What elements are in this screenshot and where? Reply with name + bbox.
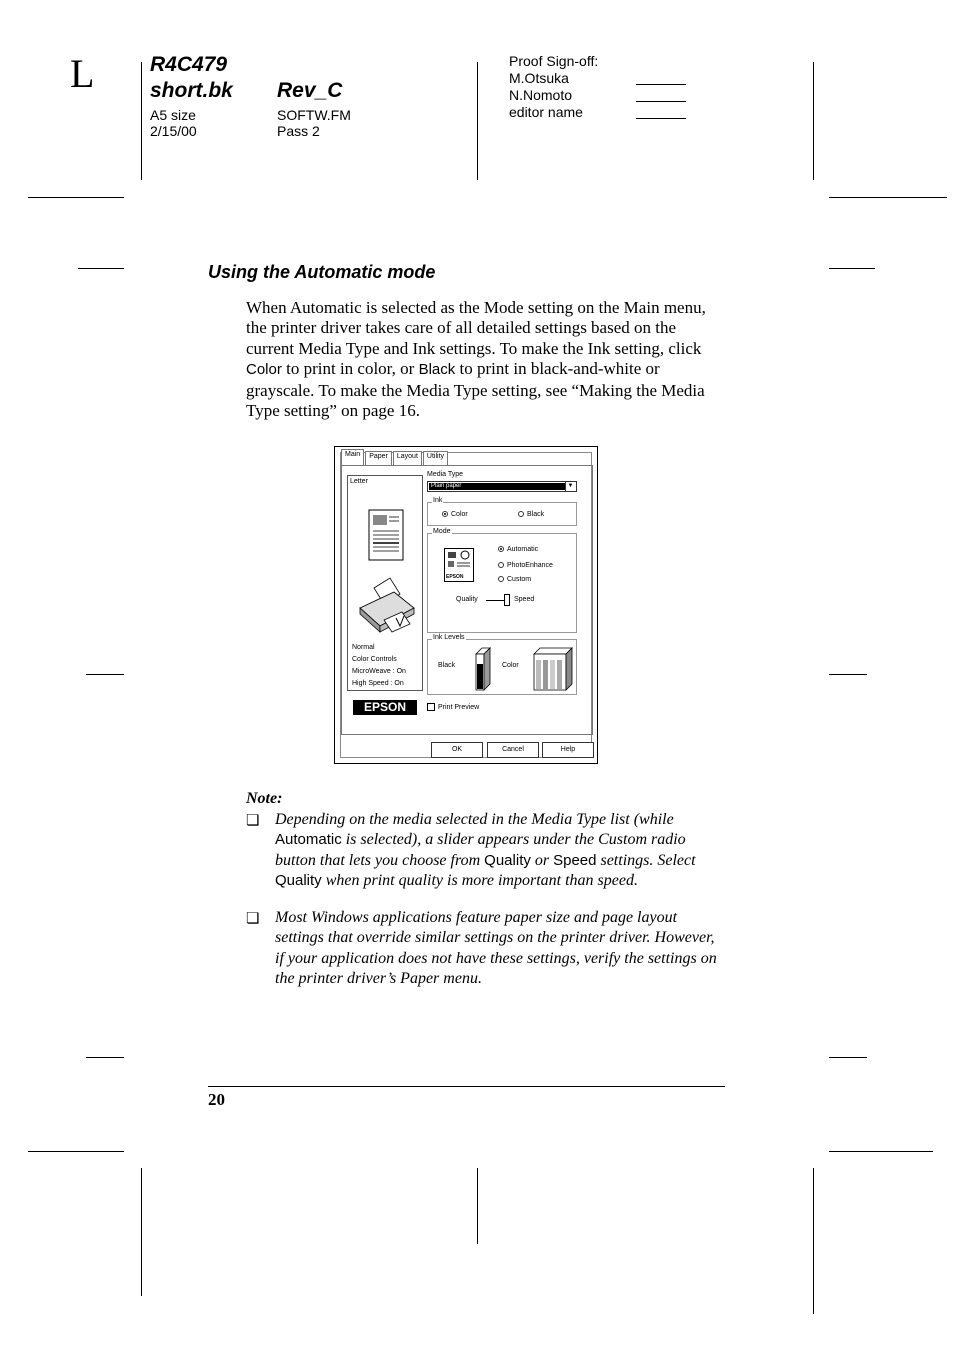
printer-driver-dialog: [334, 446, 598, 764]
ui-term-black: Black: [418, 361, 456, 379]
ink-black-radio[interactable]: [518, 511, 544, 518]
tab-paper[interactable]: Paper: [365, 451, 392, 465]
crop-line: [141, 1168, 142, 1296]
crop-line: [829, 1057, 867, 1058]
help-button[interactable]: Help: [542, 742, 594, 758]
body-text: When Automatic is selected as the Mode setting on the Main menu, the printer driver takes care of all detailed settings based on the current Media Type and Ink settings. To make the Ink setting, click: [246, 298, 706, 358]
crop-line: [829, 197, 947, 198]
ui-term-quality: Quality: [275, 872, 322, 890]
tab-main[interactable]: Main: [341, 449, 364, 465]
radio-selected-icon: [498, 546, 504, 552]
mode-group: [427, 528, 577, 633]
media-type-label: Media Type: [427, 471, 464, 478]
epson-mini-logo: EPSON: [446, 574, 464, 580]
signature-line: [636, 84, 686, 85]
printer-icon: [356, 574, 416, 636]
slider-thumb[interactable]: [504, 594, 510, 606]
note-heading: Note:: [246, 790, 283, 807]
status-line: High Speed : On: [352, 680, 404, 687]
radio-icon: [498, 562, 504, 568]
note-item: [275, 810, 723, 892]
checkbox-icon: [427, 703, 435, 711]
note-text: Depending on the media selected in the Media Type list (while: [275, 811, 674, 828]
status-line: Color Controls: [352, 656, 397, 663]
status-line: Normal: [352, 644, 375, 651]
ink-levels-title: Ink Levels: [433, 634, 465, 641]
media-type-value: Plain paper: [429, 483, 565, 490]
crop-line: [141, 62, 142, 180]
body-text: to print in black-and-white or grayscale. To make the Media Type setting, see “Making the Media Type setting” on page 16.: [246, 359, 705, 421]
file-name: SOFTW.FM: [277, 107, 351, 123]
body-paragraph: [246, 298, 726, 421]
ui-term-automatic: Automatic: [275, 831, 342, 849]
tab-utility[interactable]: Utility: [423, 451, 448, 465]
signature-line: [636, 101, 686, 102]
mode-automatic-radio[interactable]: [498, 546, 538, 553]
mode-automatic-label: Automatic: [507, 546, 539, 553]
footer-rule: [208, 1086, 725, 1087]
mode-group-title: Mode: [433, 528, 451, 535]
section-title: Using the Automatic mode: [208, 262, 436, 282]
mode-photoenhance-label: PhotoEnhance: [507, 562, 553, 569]
crop-line: [28, 1151, 124, 1152]
paper-size: A5 size: [150, 107, 196, 123]
signature-line: [636, 118, 686, 119]
crop-line: [86, 674, 124, 675]
ok-button[interactable]: OK: [431, 742, 483, 758]
ink-color-level-label: Color: [502, 662, 519, 669]
note-item: Most Windows applications feature paper size and page layout settings that override similar settings on the printer driver. However, if your application does not have these settings, verify the settings on the printer driver’s Paper menu.: [275, 909, 717, 988]
ink-color-label: Color: [451, 511, 468, 518]
radio-selected-icon: [442, 511, 448, 517]
chevron-down-icon[interactable]: ▼: [565, 482, 575, 491]
revision: Rev_C: [277, 79, 343, 102]
slider-quality-label: Quality: [456, 596, 478, 603]
page-preview-icon: [368, 509, 404, 561]
mode-custom-label: Custom: [507, 576, 532, 583]
photo-icon: [445, 549, 473, 571]
print-preview-label: Print Preview: [438, 703, 480, 711]
bullet-icon: ❏: [246, 813, 260, 829]
page-number: 20: [208, 1090, 225, 1109]
note-text: settings. Select: [596, 851, 696, 869]
preview-pane: [347, 475, 423, 691]
crop-line: [86, 1057, 124, 1058]
note-text: or: [530, 851, 554, 869]
slider-speed-label: Speed: [514, 596, 535, 603]
color-ink-cartridge-icon: [532, 646, 574, 692]
crop-line: [829, 1151, 933, 1152]
crop-line: [829, 674, 867, 675]
doc-date: 2/15/00: [150, 123, 197, 139]
epson-logo: EPSON: [353, 700, 417, 715]
crop-line: [477, 62, 478, 180]
pass-number: Pass 2: [277, 123, 320, 139]
crop-line: [78, 268, 124, 269]
page-side-letter: L: [70, 51, 95, 96]
note-text: when print quality is more important than speed.: [321, 872, 638, 890]
signer: editor name: [509, 104, 583, 120]
ink-levels-group: [427, 634, 577, 695]
tab-bar: [341, 451, 449, 465]
mode-photoenhance-radio[interactable]: [498, 562, 553, 569]
crop-line: [813, 1168, 814, 1314]
crop-line: [28, 197, 124, 198]
ui-term-quality: Quality: [484, 851, 531, 869]
preview-label: Letter: [350, 478, 368, 485]
radio-icon: [518, 511, 524, 517]
ink-black-label: Black: [527, 511, 545, 518]
book-name: short.bk: [150, 79, 233, 102]
ink-group: [427, 497, 577, 526]
ink-group-title: Ink: [433, 497, 443, 504]
ui-term-speed: Speed: [553, 851, 597, 869]
media-type-select[interactable]: [427, 481, 577, 492]
tab-layout[interactable]: Layout: [393, 451, 422, 465]
radio-icon: [498, 576, 504, 582]
crop-line: [477, 1168, 478, 1244]
crop-line: [813, 62, 814, 180]
signer: M.Otsuka: [509, 70, 569, 86]
doc-code: R4C479: [150, 53, 228, 76]
signoff-title: Proof Sign-off:: [509, 53, 599, 69]
crop-line: [829, 268, 875, 269]
note-text: is selected), a slider appears under the Custom radio button that lets you choose from: [275, 831, 686, 869]
automatic-mode-icon: [444, 548, 474, 582]
body-text: to print in color, or: [281, 359, 419, 379]
ink-black-level-label: Black: [438, 662, 456, 669]
status-line: MicroWeave : On: [352, 668, 406, 675]
ink-color-radio[interactable]: [442, 511, 468, 518]
bullet-icon: ❏: [246, 911, 260, 927]
black-ink-cartridge-icon: [474, 646, 492, 692]
cancel-button[interactable]: Cancel: [487, 742, 539, 758]
print-preview-checkbox[interactable]: [427, 703, 479, 711]
signer: N.Nomoto: [509, 87, 573, 103]
mode-custom-radio[interactable]: [498, 576, 531, 583]
ui-term-color: Color: [246, 361, 282, 379]
